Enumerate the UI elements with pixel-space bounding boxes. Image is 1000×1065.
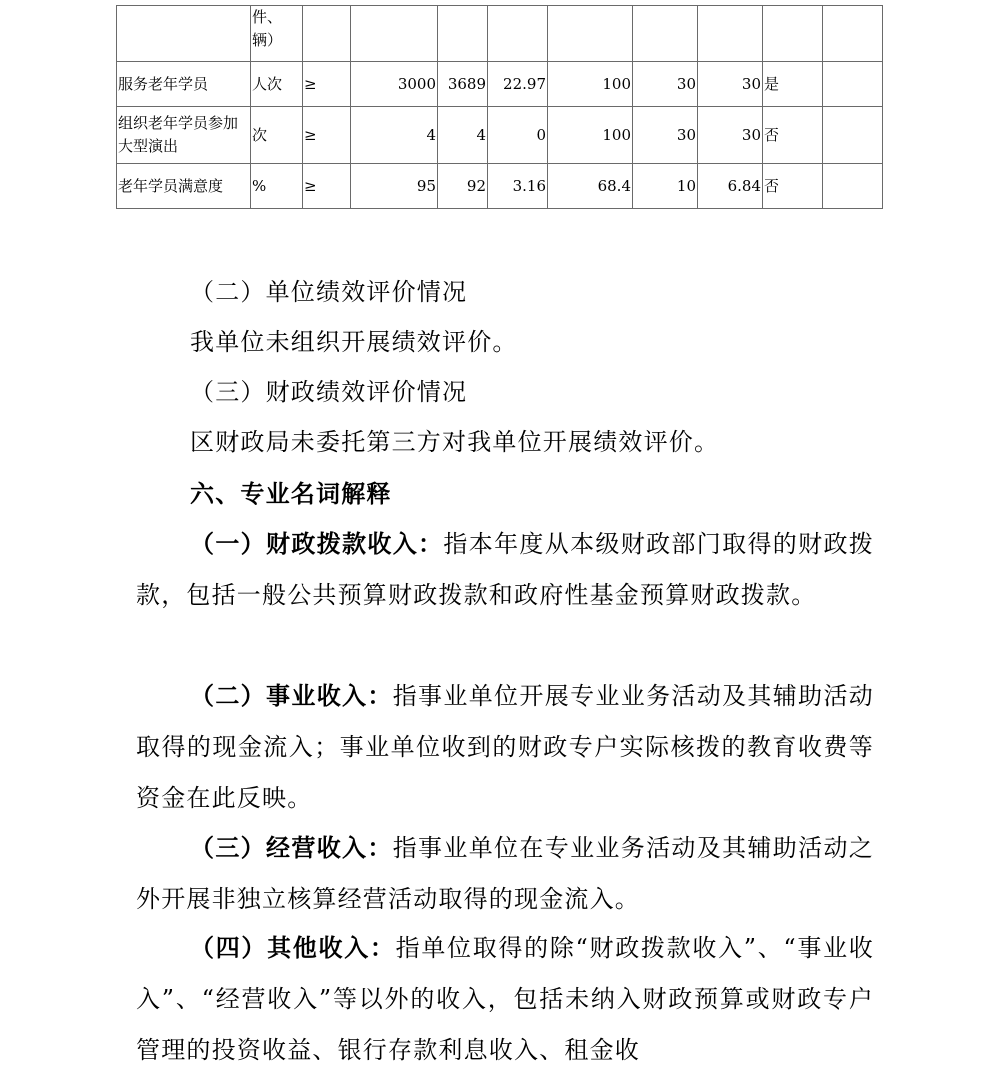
cell-flag — [763, 6, 823, 62]
cell-name: 老年学员满意度 — [117, 164, 251, 209]
term-text: 指事业单位在专业业务活动及其辅助活动之外开展非独立核算经营活动取得的现金流入。 — [136, 834, 874, 913]
cell-rate — [488, 6, 548, 62]
cell-rate: 22.97 — [488, 62, 548, 107]
cell-unit: 件、辆） — [251, 6, 303, 62]
performance-table — [116, 5, 883, 209]
cell-extra — [823, 6, 883, 62]
cell-rate: 3.16 — [488, 164, 548, 209]
cell-flag: 否 — [763, 164, 823, 209]
cell-score: 68.4 — [548, 164, 633, 209]
cell-actual — [438, 6, 488, 62]
finance-eval-text: 区财政局未委托第三方对我单位开展绩效评价。 — [190, 428, 720, 456]
term-title: （三）经营收入： — [190, 833, 393, 862]
cell-extra — [823, 164, 883, 209]
cell-final-score: 6.84 — [698, 164, 763, 209]
cell-operator — [303, 6, 351, 62]
term-text: 指单位取得的除“财政拨款收入”、“事业收入”、“经营收入”等以外的收入，包括未纳入财政预算或财政专户管理的投资收益、银行存款利息收入、租金收 — [136, 934, 874, 1064]
cell-operator: ≥ — [303, 164, 351, 209]
cell-name — [117, 6, 251, 62]
cell-extra — [823, 107, 883, 164]
term-operating-income — [136, 822, 874, 925]
term-title: （四）其他收入： — [190, 933, 396, 962]
unit-eval-heading: （二）单位绩效评价情况 — [190, 278, 468, 306]
term-financial-appropriation — [136, 518, 874, 621]
cell-rate: 0 — [488, 107, 548, 164]
cell-actual: 92 — [438, 164, 488, 209]
term-text: 指本年度从本级财政部门取得的财政拨款，包括一般公共预算财政拨款和政府性基金预算财政拨款。 — [136, 530, 875, 609]
cell-operator: ≥ — [303, 107, 351, 164]
cell-flag: 否 — [763, 107, 823, 164]
table-row — [117, 107, 883, 164]
term-other-income — [136, 922, 874, 1065]
term-business-income — [136, 670, 874, 824]
cell-target: 3000 — [351, 62, 438, 107]
unit-eval-text: 我单位未组织开展绩效评价。 — [190, 328, 518, 356]
cell-operator: ≥ — [303, 62, 351, 107]
cell-score: 100 — [548, 62, 633, 107]
cell-unit: 次 — [251, 107, 303, 164]
glossary-heading: 六、专业名词解释 — [190, 479, 392, 508]
cell-weight — [633, 6, 698, 62]
term-text: 指事业单位开展专业业务活动及其辅助活动取得的现金流入；事业单位收到的财政专户实际核拨的教育收费等资金在此反映。 — [136, 682, 874, 812]
table-row — [117, 164, 883, 209]
table-row — [117, 62, 883, 107]
cell-unit: % — [251, 164, 303, 209]
cell-flag: 是 — [763, 62, 823, 107]
cell-final-score — [698, 6, 763, 62]
cell-unit: 人次 — [251, 62, 303, 107]
cell-weight: 30 — [633, 107, 698, 164]
table-row — [117, 6, 883, 62]
cell-actual: 4 — [438, 107, 488, 164]
cell-score: 100 — [548, 107, 633, 164]
cell-name: 服务老年学员 — [117, 62, 251, 107]
cell-extra — [823, 62, 883, 107]
cell-weight: 30 — [633, 62, 698, 107]
cell-weight: 10 — [633, 164, 698, 209]
cell-score — [548, 6, 633, 62]
cell-target: 95 — [351, 164, 438, 209]
finance-eval-heading: （三）财政绩效评价情况 — [190, 378, 468, 406]
cell-final-score: 30 — [698, 107, 763, 164]
cell-final-score: 30 — [698, 62, 763, 107]
cell-target — [351, 6, 438, 62]
term-title: （一）财政拨款收入： — [190, 529, 444, 558]
cell-target: 4 — [351, 107, 438, 164]
cell-actual: 3689 — [438, 62, 488, 107]
cell-name: 组织老年学员参加大型演出 — [117, 107, 251, 164]
term-title: （二）事业收入： — [190, 681, 393, 710]
